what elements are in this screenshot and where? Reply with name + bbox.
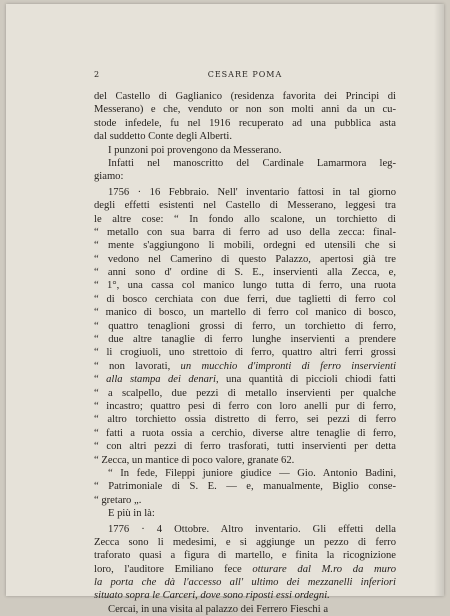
text-line [94,170,396,183]
italic-text-run: un mucchio d'impronti di ferro inservienti [180,360,397,372]
text-line [94,253,396,266]
text-line [94,523,396,536]
text-line [94,103,396,116]
text-line [94,454,396,467]
text-run: “ Zecca, un mantice di poco valore, granate 62. [94,454,295,466]
text-line [94,507,396,520]
text-run: Infatti nel manoscritto del Cardinale Lamarmora leg- [108,157,396,169]
italic-text-run: situato sopra le Carceri, dove sono riposti essi ordegni. [94,590,330,602]
text-line [94,589,396,602]
text-run: loro, l'auditore Emiliano fece [94,563,253,575]
text-run: E più in là: [108,508,155,520]
text-line [94,320,396,333]
text-run: “ 1°, una cassa col manico lungo tutta di ferro, una ruota [94,280,396,292]
text-line [94,333,396,346]
text-run: 1776 · 4 Ottobre. Altro inventario. Gli effetti della [108,523,396,535]
text-run: “ mente s'aggiungono li mobili, ordegni ed utensili che si [94,240,396,252]
text-run: “ anni sono d' ordine di S. E., inservienti alla Zecca, e, [94,267,396,279]
text-line [94,480,396,493]
text-run: traforato quasi a figura di martello, e finita la ricognizione [94,550,396,562]
text-line [94,144,396,157]
text-line [94,279,396,292]
text-line [94,346,396,359]
text-run: Zecca sono li medesimi, e si aggiunge un pezzo di ferro [94,536,396,548]
page-header [94,70,396,82]
text-line [94,157,396,170]
text-line [94,186,396,199]
text-line [94,536,396,549]
text-line [94,226,396,239]
text-run: “ vedono nel Camerino di questo Palazzo, apertosi già tre [94,253,396,265]
text-run: “ a scalpello, due pezzi di metallo inservienti per qualche [94,387,396,399]
text-run: le altre cose: “ In fondo allo scalone, un torchietto di [94,213,396,225]
text-line [94,413,396,426]
text-line [94,117,396,130]
text-run: “ due altre tanaglie di ferro lunghe inservienti a prendere [94,334,396,346]
text-line [94,130,396,143]
text-run: “ quattro tenaglioni grossi di ferro, un torchietto di ferro, [94,320,396,332]
text-line [94,90,396,103]
text-line [94,400,396,413]
text-run: , una quantità di piccioli chiodi fatti [216,374,396,386]
running-title: CESARE POMA [207,70,283,79]
text-run: “ con altri pezzi di ferro trasforati, tutti inservienti per detta [94,441,396,453]
text-line [94,563,396,576]
book-page [6,4,444,615]
text-line [94,387,396,400]
page-number: 2 [94,70,100,79]
text-run: 1756 · 16 Febbraio. Nell' inventario fattosi in tal giorno [108,186,396,198]
text-line [94,293,396,306]
text-run: “ di bosco cerchiata con due ferri, due taglietti di ferro col [94,293,396,305]
text-line [94,576,396,589]
italic-text-run: la porta che dà l'accesso all' ultimo dei mezzanelli inferiori [94,577,396,589]
text-line [94,213,396,226]
text-run: “ metallo con sua barra di ferro ad uso della zecca: final- [94,226,396,238]
text-line [94,549,396,562]
text-run: “ In fede, Fileppi juniore giudice — Gio. Antonio Badini, [108,467,396,479]
text-run: “ li crogiuoli, uno strettoio di ferro, quattro altri ferri grossi [94,347,396,359]
text-run: “ [94,374,107,386]
text-run: del Castello di Gaglianico (residenza favorita dei Principi di [94,91,396,102]
text-line [94,239,396,252]
italic-text-run: otturare dal M.ro da muro [252,563,396,575]
text-line [94,427,396,440]
text-run: “ Patrimoniale di S. E. — e, manualmente, Biglio conse- [94,481,396,493]
text-run: “ altro torchietto ossia distretto di ferro, sei pezzi di ferro [94,414,396,426]
text-line [94,603,396,616]
text-run: I punzoni poi provengono da Messerano. [108,144,282,156]
text-line [94,494,396,507]
text-run: giamo: [94,171,124,183]
text-run: “ fatti a ruota ossia a cerchio, diverse altre tenaglie di ferro, [94,427,396,439]
text-run: dal suddetto Conte degli Alberti. [94,131,232,143]
text-run: “ incastro; quattro pesi di ferro con loro anelli pur di ferro, [94,400,396,412]
text-run: degli effetti esistenti nel Castello di Messerano, leggesi tra [94,200,396,212]
text-line [94,373,396,386]
text-run: Cercai, in una visita al palazzo dei Ferrero Fieschi a [108,603,329,615]
text-run: stode infedele, fu nel 1916 recuperato ad una pubblica asta [94,117,396,129]
text-line [94,467,396,480]
text-run: Messerano) e che, venduto or non son molti anni da un cu- [94,104,396,116]
body-text [94,90,396,616]
italic-text-run: alla stampa dei denari [106,374,216,386]
text-line [94,306,396,319]
text-line [94,266,396,279]
text-line [94,199,396,212]
text-line [94,440,396,453]
text-line [94,360,396,373]
text-run: “ non lavorati, [94,360,181,372]
text-run: “ gretaro „. [94,494,142,506]
text-run: “ manico di bosco, un martello di ferro col manico di bosco, [94,307,396,319]
